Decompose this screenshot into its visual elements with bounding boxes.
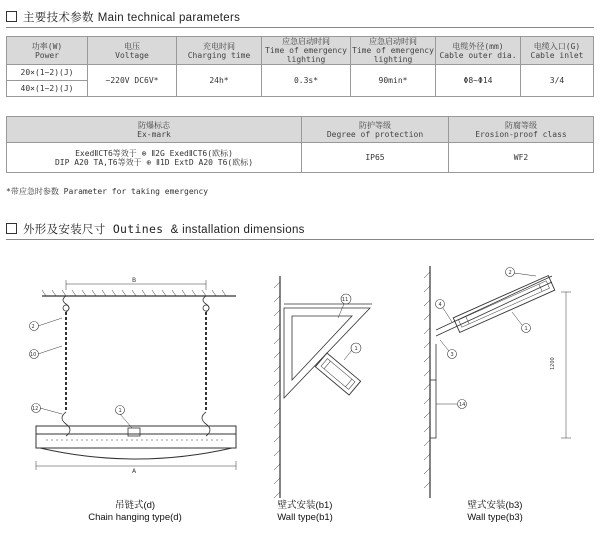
callout-label: 3 — [450, 352, 454, 358]
callout-label: 2 — [508, 270, 512, 276]
caption-zh: 壁式安装(b1) — [277, 500, 333, 511]
header-zh: 电缆外径(mm) — [452, 41, 504, 51]
chain-hanging-labels — [30, 277, 137, 475]
callout-label: 10 — [30, 352, 37, 358]
section-title-en: & installation dimensions — [170, 224, 305, 236]
caption-en: Wall type(b1) — [277, 512, 333, 523]
section-title-zh: 外形及安装尺寸 — [23, 222, 106, 236]
header-en: Time of emergency lighting — [352, 46, 434, 64]
header-zh: 功率(W) — [31, 41, 63, 51]
header-zh: 防护等级 — [359, 120, 391, 130]
callout-label: 2 — [31, 324, 35, 330]
section-title-zh: 主要技术参数 — [23, 10, 94, 24]
caption-en: Chain hanging type(d) — [88, 512, 182, 523]
callout-label: 11 — [342, 297, 349, 303]
power-cell: 20×(1~2)(J) — [7, 65, 88, 81]
header-en: Cable inlet — [530, 50, 584, 60]
exmark-line: DIP A20 TA,T6等效于 ⊕ Ⅱ1D ExtD A20 T6(欧标) — [54, 157, 254, 167]
header-en: Charging time — [187, 50, 251, 60]
voltage-cell: ~220V DC6V* — [88, 65, 177, 97]
power-cell: 40×(1~2)(J) — [7, 81, 88, 97]
charging-cell: 24h* — [177, 65, 262, 97]
dim-a-label: A — [132, 468, 137, 475]
wall-b3-labels — [439, 270, 557, 408]
wall-b1-drawing — [274, 276, 372, 498]
wf-cell: WF2 — [449, 143, 594, 173]
cable-inlet-cell: 3/4 — [521, 65, 594, 97]
header-en: Time of emergency lighting — [265, 46, 347, 64]
header-zh: 电缆入口(G) — [533, 41, 581, 51]
header-en: Cable outer dia. — [439, 50, 517, 60]
header-zh: 应急启动时间 — [282, 37, 330, 46]
header-en: Power — [34, 50, 60, 60]
callout-label: 12 — [32, 406, 39, 412]
header-en: Erosion-proof class — [475, 129, 567, 139]
ip-cell: IP65 — [302, 143, 449, 173]
cable-dia-cell: Φ8~Φ14 — [436, 65, 521, 97]
callout-label: 1 — [354, 346, 358, 352]
caption-wall-b3 — [440, 500, 550, 524]
header-en: Voltage — [115, 50, 149, 60]
caption-en: Wall type(b3) — [467, 512, 523, 523]
switch-time-cell: 0.3s* — [262, 65, 351, 97]
callout-label: 1 — [524, 326, 528, 332]
caption-chain-hanging — [80, 500, 190, 524]
exmark-line: ExedⅡCT6等效于 ⊕ Ⅱ2G ExedⅡCT6(欧标) — [75, 148, 233, 158]
section-title-mid: Outines — [105, 222, 171, 236]
header-zh: 充电时间 — [203, 41, 235, 51]
caption-wall-b1 — [250, 500, 360, 524]
section-title-en: Main technical parameters — [97, 12, 241, 24]
header-zh: 应急启动时间 — [369, 37, 417, 46]
header-en: Degree of protection — [326, 129, 424, 139]
duration-cell: 90min* — [351, 65, 436, 97]
caption-zh: 吊链式(d) — [114, 500, 156, 511]
callout-label: 1 — [118, 408, 122, 414]
header-zh: 防腐等级 — [505, 120, 537, 130]
dim-h-label: 1200 — [550, 357, 556, 370]
header-en: Ex-mark — [137, 129, 171, 139]
header-zh: 电压 — [124, 41, 140, 51]
wall-b3-drawing — [424, 266, 571, 498]
callout-label: 14 — [459, 402, 466, 408]
chain-hanging-drawing — [30, 280, 237, 470]
dim-b-label: B — [132, 277, 137, 284]
caption-zh: 壁式安装(b3) — [467, 500, 523, 511]
emergency-note: *带应急时参数 Parameter for taking emergency — [6, 187, 209, 196]
header-zh: 防爆标志 — [138, 120, 170, 130]
callout-label: 4 — [438, 302, 442, 308]
